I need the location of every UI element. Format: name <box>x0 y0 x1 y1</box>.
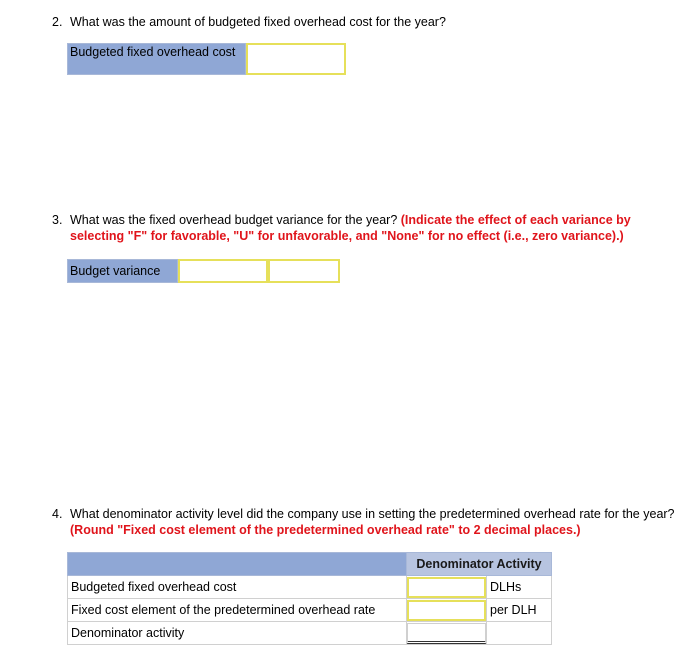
budgeted-fixed-overhead-cost-input[interactable] <box>407 577 486 598</box>
question-2-number: 2. <box>52 15 63 29</box>
question-2-text: What was the amount of budgeted fixed overhead cost for the year? <box>70 15 446 29</box>
denominator-activity-table <box>67 552 552 645</box>
row-label: Denominator activity <box>68 622 407 645</box>
row-unit: per DLH <box>487 599 552 622</box>
table-row <box>68 622 552 645</box>
question-4-instruction: (Round "Fixed cost element of the predetermined overhead rate" to 2 decimal places.) <box>70 523 581 537</box>
denominator-activity-header: Denominator Activity <box>407 553 552 576</box>
question-3-instruction: (Indicate the effect of each variance by selecting "F" for favorable, "U" for unfavorable, and "None" for no effect (i.e., zero variance).) <box>70 213 631 243</box>
row-input-cell <box>407 622 487 645</box>
row-label: Budgeted fixed overhead cost <box>68 576 407 599</box>
budgeted-fixed-overhead-input[interactable] <box>246 43 346 75</box>
fixed-cost-element-input[interactable] <box>407 600 486 621</box>
question-3-body <box>70 212 677 244</box>
table-row <box>68 599 552 622</box>
question-3 <box>52 212 677 244</box>
row-unit: DLHs <box>487 576 552 599</box>
row-input-cell <box>407 576 487 599</box>
header-blank-cell <box>68 553 407 576</box>
row-label: Fixed cost element of the predetermined overhead rate <box>68 599 407 622</box>
budgeted-fixed-overhead-label: Budgeted fixed overhead cost <box>67 43 246 75</box>
question-4-body <box>70 506 677 538</box>
question-4-number: 4. <box>52 507 63 521</box>
question-4 <box>52 506 677 538</box>
table-header-row <box>68 553 552 576</box>
question-2 <box>52 14 677 30</box>
table-row <box>68 576 552 599</box>
row-unit <box>487 622 552 645</box>
budget-variance-label: Budget variance <box>67 259 178 283</box>
question-3-number: 3. <box>52 213 63 227</box>
budget-variance-effect-select[interactable] <box>268 259 340 283</box>
denominator-activity-input[interactable] <box>407 623 486 644</box>
row-input-cell <box>407 599 487 622</box>
question-4-text: What denominator activity level did the company use in setting the predetermined overhead rate for the year? <box>70 507 675 521</box>
question-3-text: What was the fixed overhead budget variance for the year? <box>70 213 398 227</box>
budget-variance-amount-input[interactable] <box>178 259 268 283</box>
